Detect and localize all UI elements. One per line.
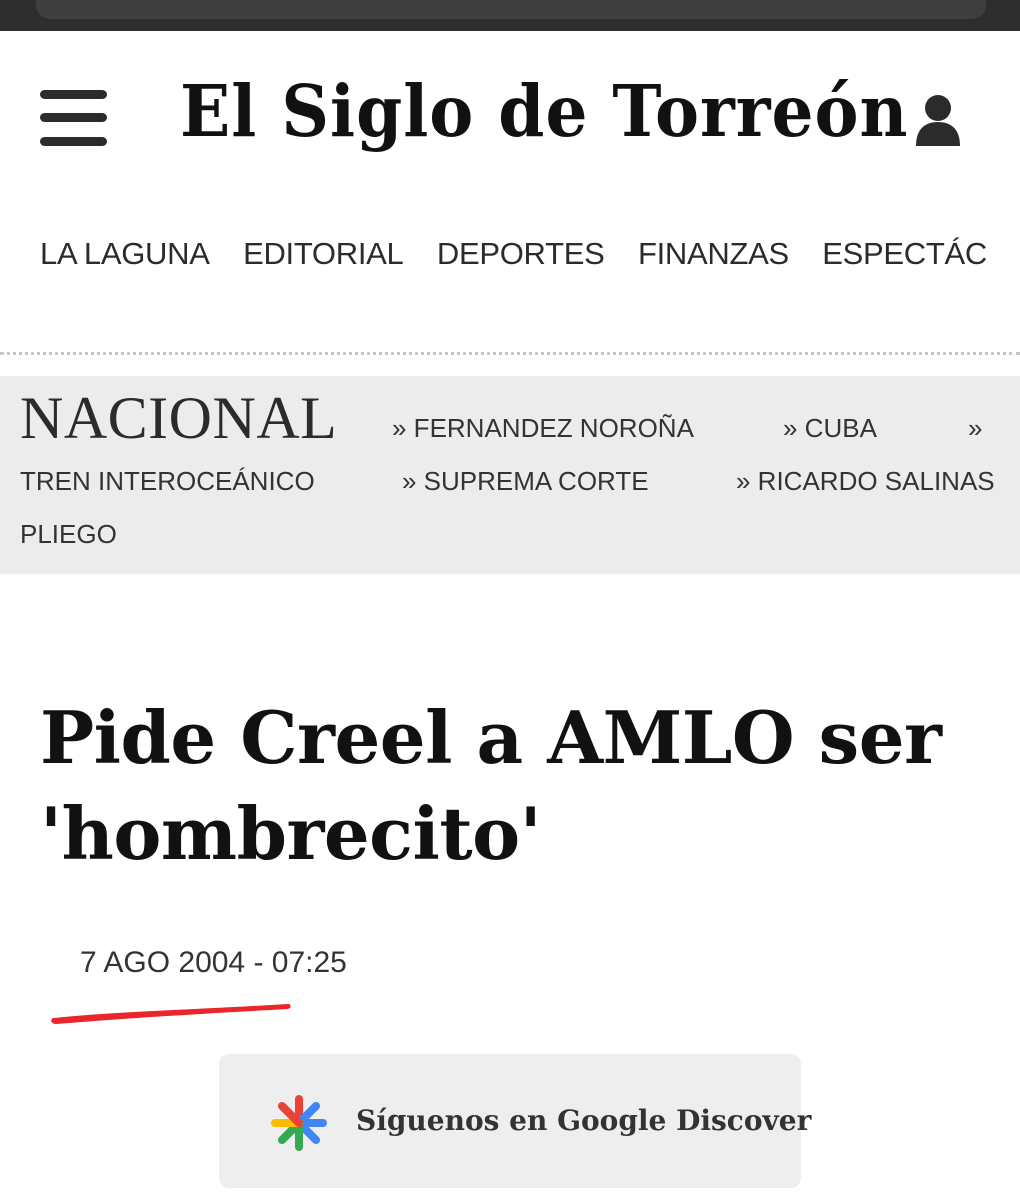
article-date: 7 AGO 2004 - 07:25 (80, 946, 347, 979)
google-discover-label: Síguenos en Google Discover (356, 1104, 812, 1137)
section-nav (40, 236, 1020, 276)
red-annotation-underline (48, 996, 298, 1030)
address-bar[interactable] (36, 0, 986, 19)
topic-tag[interactable]: » SUPREMA CORTE (402, 466, 649, 496)
topic-tag[interactable]: » FERNANDEZ NOROÑA (392, 413, 694, 443)
google-discover-icon (271, 1095, 327, 1151)
topic-tag[interactable]: » RICARDO SALINAS (736, 466, 995, 496)
nav-item-la-laguna[interactable]: LA LAGUNA (40, 236, 210, 271)
topic-tag[interactable]: » CUBA (783, 413, 877, 443)
topic-tag[interactable]: TREN INTEROCEÁNICO (20, 466, 315, 496)
section-banner (0, 376, 1020, 574)
nav-item-deportes[interactable]: DEPORTES (436, 236, 605, 271)
nav-item-editorial[interactable]: EDITORIAL (243, 236, 404, 271)
menu-line (40, 113, 107, 122)
nav-item-finanzas[interactable]: FINANZAS (637, 236, 789, 271)
section-title[interactable]: NACIONAL (20, 385, 338, 451)
site-logo[interactable]: El Siglo de Torreón (180, 68, 909, 154)
hamburger-menu-icon[interactable] (40, 90, 107, 146)
article-headline: Pide Creel a AMLO ser 'hombrecito' (40, 695, 942, 876)
topic-tag-continuation[interactable]: PLIEGO (20, 519, 117, 549)
menu-line (40, 90, 107, 99)
dotted-divider (0, 352, 1020, 355)
user-account-icon[interactable] (914, 94, 962, 146)
topic-tag-marker[interactable]: » (968, 413, 983, 443)
browser-top-bar (0, 0, 1020, 31)
nav-item-espectaculos[interactable]: ESPECTÁC (822, 236, 987, 271)
menu-line (40, 137, 107, 146)
google-discover-button[interactable] (219, 1054, 812, 1188)
